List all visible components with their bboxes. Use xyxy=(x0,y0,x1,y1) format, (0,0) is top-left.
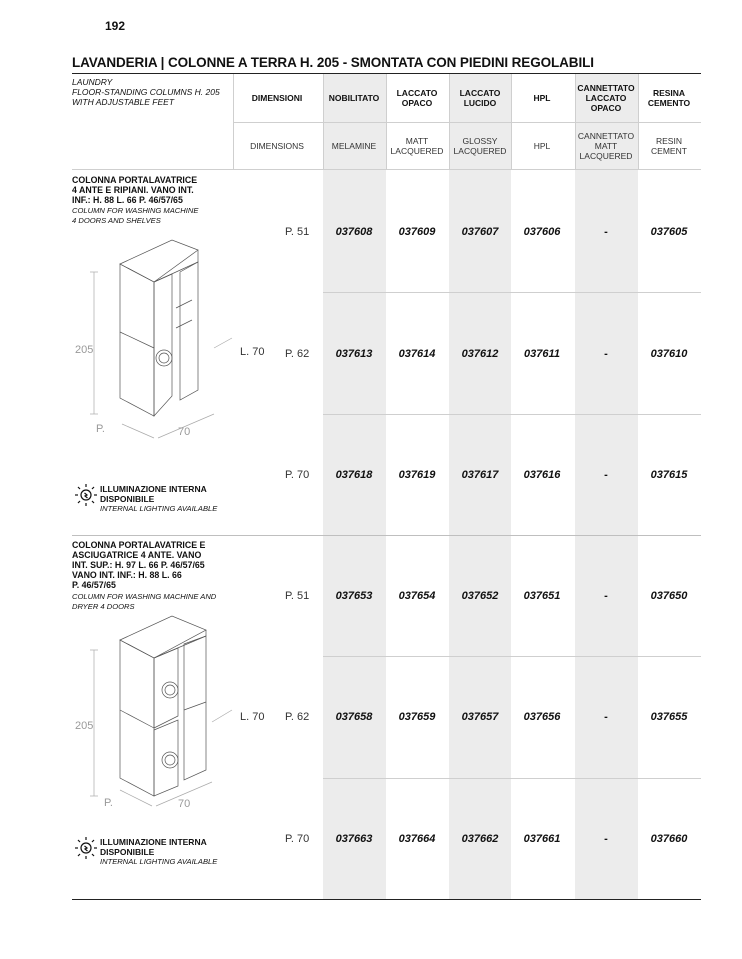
product-code: 037608 xyxy=(335,226,373,238)
product-code: 037655 xyxy=(650,711,688,723)
column-header: NOBILITATO xyxy=(328,93,380,103)
header-bottom-rule xyxy=(72,169,701,170)
section-divider xyxy=(72,535,701,536)
product-code: - xyxy=(604,226,608,238)
product-code: 037618 xyxy=(335,469,373,481)
page-number: 192 xyxy=(105,19,126,33)
column-header: RESINA CEMENTO xyxy=(647,88,691,108)
section-2-title: COLONNA PORTALAVATRICE E ASCIUGATRICE 4 ANTE. VANO INT. SUP.: H. 97 L. 66 P. 46/57/65 VANO INT. INF.: H. 88 L. 66 P. 46/57/65 xyxy=(72,540,206,590)
product-code: 037605 xyxy=(650,226,688,238)
depth-label: P. 70 xyxy=(285,469,310,481)
product-code: 037654 xyxy=(398,590,436,602)
product-code: - xyxy=(604,348,608,360)
lighting-icon xyxy=(74,483,98,507)
product-code: - xyxy=(604,469,608,481)
lighting-title: ILLUMINAZIONE INTERNA DISPONIBILE xyxy=(100,837,207,857)
lighting-icon xyxy=(74,836,98,860)
depth-label: P. 62 xyxy=(285,711,310,723)
row-divider xyxy=(323,778,701,779)
width-dimension-label: 70 xyxy=(178,426,191,438)
column-header: LACCATO OPACO xyxy=(396,88,438,108)
depth-dimension-label: P. xyxy=(104,797,113,809)
product-code: 037607 xyxy=(461,226,499,238)
width-dimension-label: 70 xyxy=(178,798,191,810)
product-code: 037616 xyxy=(523,469,561,481)
column-subheader: CANNETTATO MATT LACQUERED xyxy=(577,131,635,161)
depth-label: P. 51 xyxy=(285,226,310,238)
product-code: 037663 xyxy=(335,833,373,845)
washer-dryer-column-drawing xyxy=(72,610,242,815)
product-code: 037611 xyxy=(524,348,560,360)
product-code: 037664 xyxy=(398,833,436,845)
lighting-subtitle: INTERNAL LIGHTING AVAILABLE xyxy=(100,857,218,866)
product-code: 037652 xyxy=(461,590,499,602)
melamine-column-shade xyxy=(323,74,386,899)
depth-label: P. 62 xyxy=(285,348,310,360)
lighting-subtitle: INTERNAL LIGHTING AVAILABLE xyxy=(100,504,218,513)
section-1-title: COLONNA PORTALAVATRICE 4 ANTE E RIPIANI. VANO INT. INF.: H. 88 L. 66 P. 46/57/65 xyxy=(72,175,198,205)
row-divider xyxy=(323,656,701,657)
column-subheader: MELAMINE xyxy=(331,141,377,151)
product-code: 037653 xyxy=(335,590,373,602)
header-divider xyxy=(233,122,701,123)
product-code: 037657 xyxy=(461,711,499,723)
product-code: 037651 xyxy=(523,590,561,602)
product-code: 037612 xyxy=(461,348,499,360)
product-code: 037658 xyxy=(335,711,373,723)
column-header: CANNETTATO LACCATO OPACO xyxy=(577,83,635,113)
height-dimension-label: 205 xyxy=(75,344,94,356)
bottom-rule xyxy=(72,899,701,900)
product-code: 037659 xyxy=(398,711,436,723)
product-code: 037619 xyxy=(398,469,436,481)
product-code: - xyxy=(604,833,608,845)
width-label: L. 70 xyxy=(240,711,265,723)
width-label: L. 70 xyxy=(240,346,265,358)
row-divider xyxy=(323,292,701,293)
product-code: - xyxy=(604,590,608,602)
product-code: 037662 xyxy=(461,833,499,845)
column-subheader: RESIN CEMENT xyxy=(651,136,687,156)
depth-label: P. 70 xyxy=(285,833,310,845)
column-subheader: HPL xyxy=(533,141,551,151)
section-1-subtitle: COLUMN FOR WASHING MACHINE 4 DOORS AND SHELVES xyxy=(72,206,199,225)
depth-label: P. 51 xyxy=(285,590,310,602)
product-code: 037661 xyxy=(523,833,561,845)
product-code: 037650 xyxy=(650,590,688,602)
product-code: 037656 xyxy=(523,711,561,723)
product-code: 037610 xyxy=(650,348,688,360)
header-left-label: LAUNDRY FLOOR-STANDING COLUMNS H. 205 WITH ADJUSTABLE FEET xyxy=(72,77,220,107)
column-subheader: DIMENSIONS xyxy=(250,141,304,151)
column-header: DIMENSIONI xyxy=(251,93,303,103)
glossy-column-shade xyxy=(449,74,511,899)
row-divider xyxy=(323,414,701,415)
product-code: 037613 xyxy=(335,348,373,360)
depth-dimension-label: P. xyxy=(96,423,105,435)
product-code: 037606 xyxy=(523,226,561,238)
column-header: HPL xyxy=(533,93,551,103)
column-subheader: MATT LACQUERED xyxy=(390,136,444,156)
cannettato-column-shade xyxy=(575,74,638,899)
product-code: 037617 xyxy=(461,469,499,481)
column-subheader: GLOSSY LACQUERED xyxy=(453,136,507,156)
product-code: 037609 xyxy=(398,226,436,238)
product-code: 037614 xyxy=(398,348,436,360)
page-title: LAVANDERIA | COLONNE A TERRA H. 205 - SMONTATA CON PIEDINI REGOLABILI xyxy=(72,55,594,70)
product-code: 037615 xyxy=(650,469,688,481)
height-dimension-label: 205 xyxy=(75,720,94,732)
product-code: - xyxy=(604,711,608,723)
washing-column-drawing xyxy=(72,228,242,448)
section-2-subtitle: COLUMN FOR WASHING MACHINE AND DRYER 4 DOORS xyxy=(72,592,217,611)
lighting-title: ILLUMINAZIONE INTERNA DISPONIBILE xyxy=(100,484,207,504)
product-code: 037660 xyxy=(650,833,688,845)
column-header: LACCATO LUCIDO xyxy=(459,88,501,108)
